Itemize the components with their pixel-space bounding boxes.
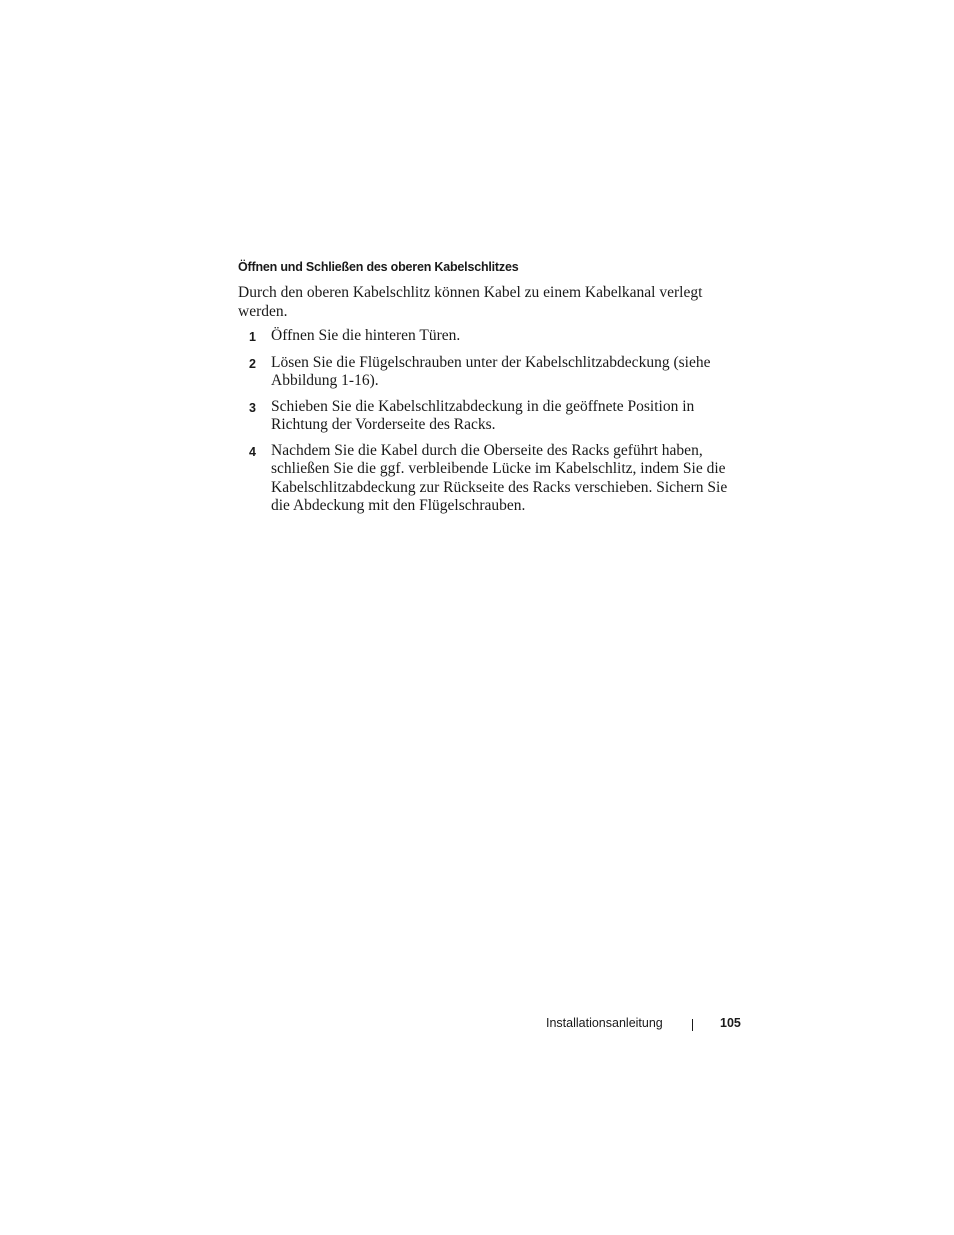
page-number: 105 — [720, 1016, 741, 1030]
step-text: Lösen Sie die Flügelschrauben unter der Kabelschlitzabdeckung (siehe Abbildung 1-16). — [271, 353, 711, 389]
step-number: 3 — [249, 400, 256, 415]
section-heading: Öffnen und Schließen des oberen Kabelschlitzes — [238, 260, 519, 274]
steps-list — [238, 327, 738, 516]
list-item — [238, 398, 738, 435]
step-text: Schieben Sie die Kabelschlitzabdeckung in die geöffnete Position in Richtung der Vorderseite des Racks. — [271, 397, 695, 433]
step-text: Nachdem Sie die Kabel durch die Oberseite des Racks geführt haben, schließen Sie die ggf. verbleibende Lücke im Kabelschlitz, indem Sie die Kabelschlitzabdeckung zur Rückseite des Racks verschieben. Sichern Sie die Abdeckung mit den Flügelschrauben. — [271, 441, 728, 514]
step-number: 1 — [249, 330, 256, 344]
footer-title: Installationsanleitung — [546, 1016, 663, 1030]
intro-paragraph: Durch den oberen Kabelschlitz können Kabel zu einem Kabelkanal verlegt werden. — [238, 284, 703, 320]
page-content — [238, 258, 738, 523]
list-item — [238, 442, 738, 516]
step-text: Öffnen Sie die hinteren Türen. — [271, 327, 461, 344]
step-number: 2 — [249, 356, 256, 371]
step-number: 4 — [249, 444, 256, 459]
list-item — [238, 354, 738, 391]
list-item — [238, 327, 738, 347]
footer-separator — [692, 1019, 693, 1031]
